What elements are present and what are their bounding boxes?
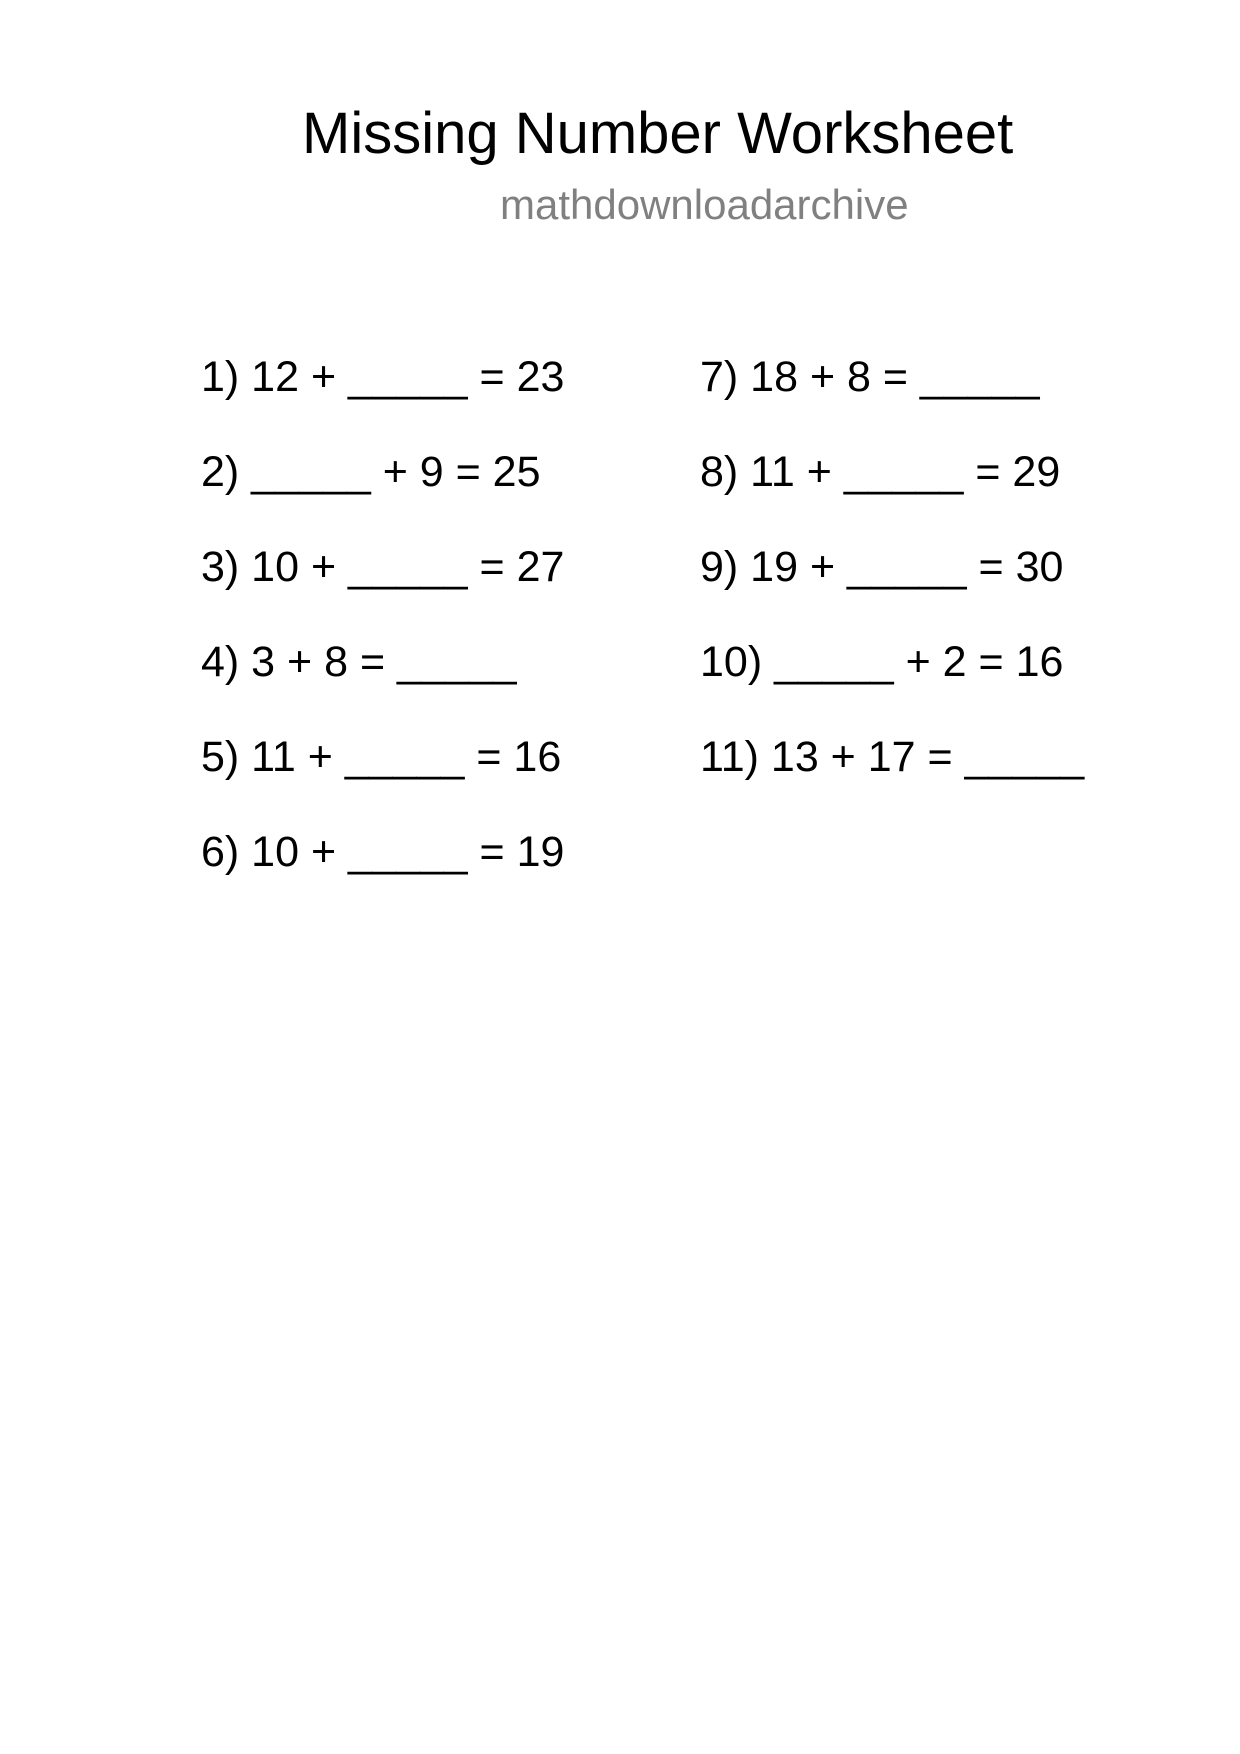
problem-5: 5) 11 + _____ = 16 xyxy=(201,733,562,781)
page-title: Missing Number Worksheet xyxy=(302,101,1014,166)
page-subtitle: mathdownloadarchive xyxy=(500,181,909,228)
problem-2: 2) _____ + 9 = 25 xyxy=(201,448,541,496)
problem-10: 10) _____ + 2 = 16 xyxy=(700,638,1064,686)
problem-1: 1) 12 + _____ = 23 xyxy=(201,353,565,401)
problem-11: 11) 13 + 17 = _____ xyxy=(700,733,1085,781)
problem-3: 3) 10 + _____ = 27 xyxy=(201,543,565,591)
problem-4: 4) 3 + 8 = _____ xyxy=(201,638,517,686)
problem-9: 9) 19 + _____ = 30 xyxy=(700,543,1064,591)
problem-6: 6) 10 + _____ = 19 xyxy=(201,828,565,876)
problem-7: 7) 18 + 8 = _____ xyxy=(700,353,1040,401)
problem-8: 8) 11 + _____ = 29 xyxy=(700,448,1061,496)
